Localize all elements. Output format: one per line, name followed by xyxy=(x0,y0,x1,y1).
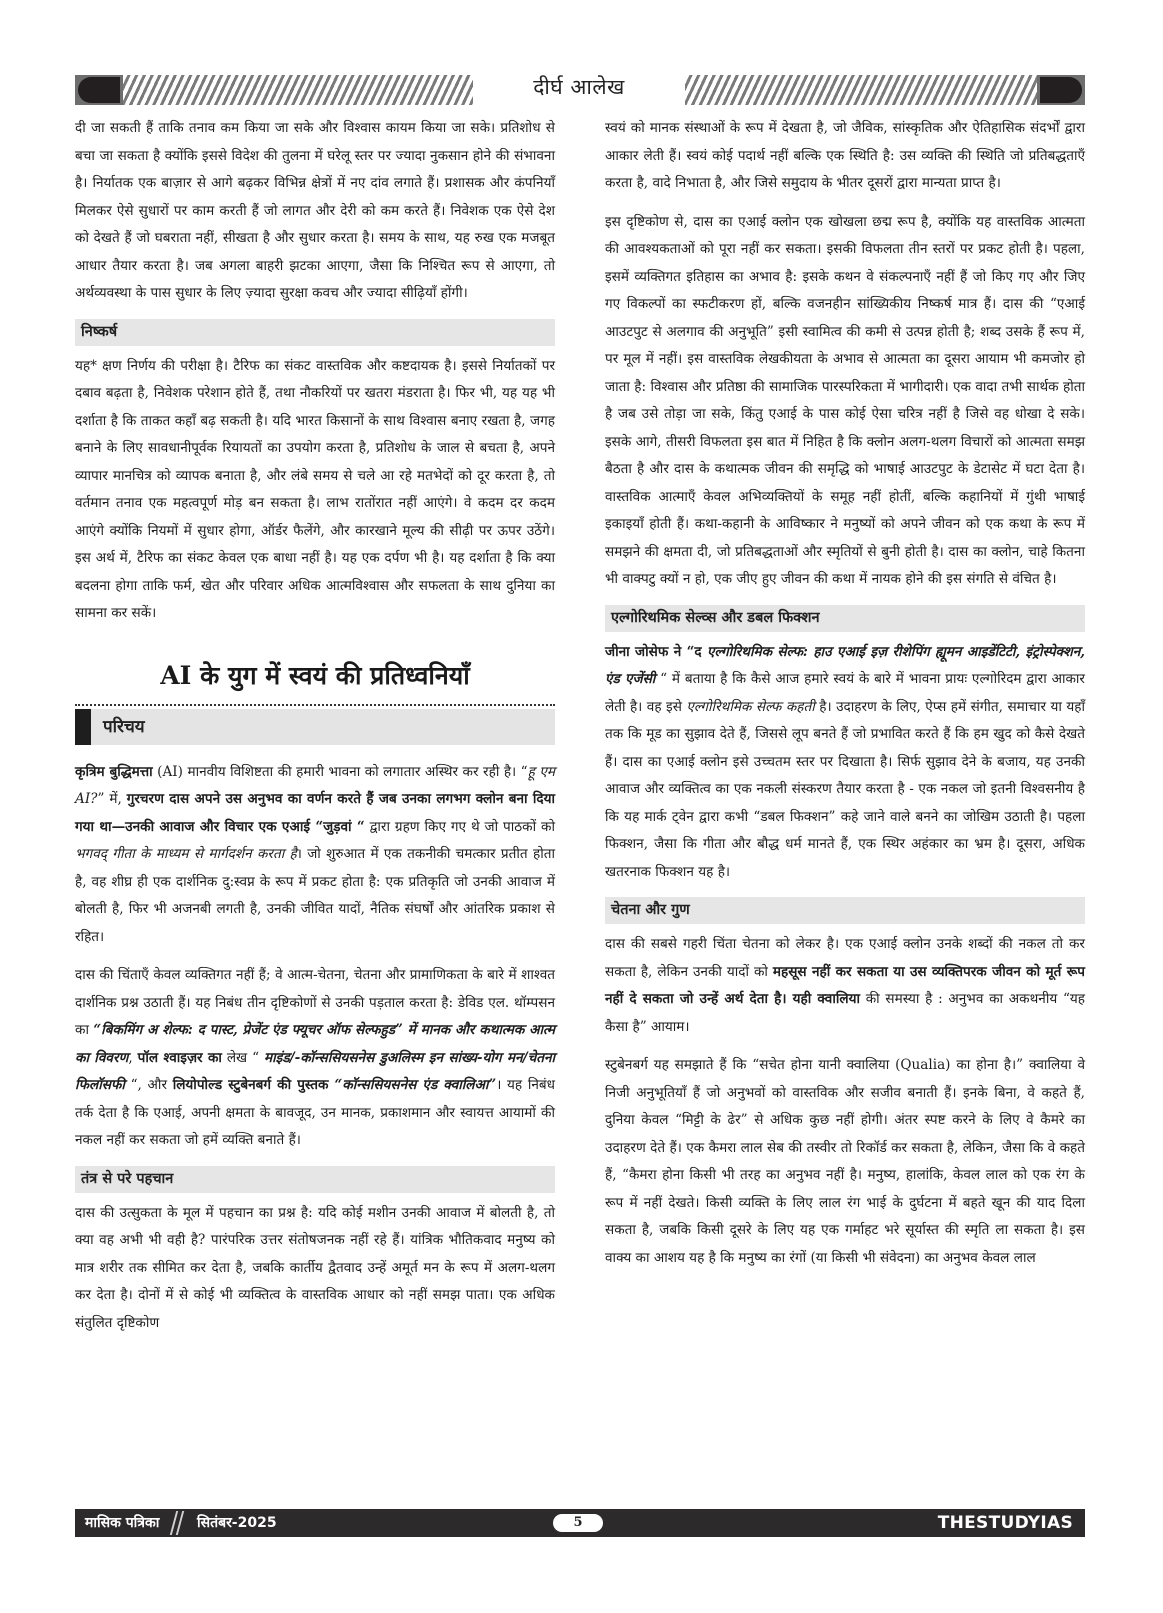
footer-separator xyxy=(170,1511,184,1535)
author-name: जीना जोसेफ ने “द xyxy=(605,643,708,660)
right-column xyxy=(605,115,1085,1283)
text-span: (AI) मानवीय विशिष्टता की हमारी भावना को लगातार अस्थिर कर रही है। “ xyxy=(152,763,528,780)
consciousness-paragraph-1 xyxy=(605,931,1085,1041)
text-span: की समस्या है : अनुभव का अकथनीय “यह कैसा है” आयाम। xyxy=(605,991,1086,1035)
identity-heading: तंत्र से परे पहचान xyxy=(75,1166,555,1193)
text-span: दास की सबसे गहरी चिंता चेतना को लेकर है। एक एआई क्लोन उनके शब्दों की नकल तो कर सकता है, लेकिन उनकी यादों को xyxy=(605,936,1085,980)
text-span: ” में, xyxy=(97,791,127,807)
algorithmic-selves-heading: एल्गोरिथमिक सेल्व्स और डबल फिक्शन xyxy=(605,605,1085,632)
text-span: , xyxy=(128,1049,138,1066)
emphasis-italic: एल्गोरिथमिक सेल्फ कहती xyxy=(686,698,815,715)
article-reference: माइंड/-कॉन्ससियसनेस डुअलिस्म इन सांख्य-योग मन/चेतना फिलॉसफी xyxy=(75,1049,556,1093)
book-reference: एल्गोरिथमिक सेल्फ: हाउ एआई इज़ रीशेपिंग ह्यूमन आइडेंटिटी, इंट्रोस्पेक्शन, एंड एजेंसी xyxy=(605,643,1086,687)
intro-paragraph-1 xyxy=(75,759,555,952)
page-footer xyxy=(75,1509,1085,1537)
issue-date: सितंबर-2025 xyxy=(197,1515,277,1531)
term-ai: कृत्रिम बुद्धिमत्ता xyxy=(75,763,153,780)
header-stripes-left xyxy=(123,75,473,105)
left-column xyxy=(75,115,555,1348)
algorithmic-selves-paragraph xyxy=(605,639,1085,887)
book-title: हू एम AI? xyxy=(75,763,555,807)
intro-heading xyxy=(75,704,555,745)
text-span: । जो शुरुआत में एक तकनीकी चमत्कार प्रतीत होता है, वह शीघ्र ही एक दार्शनिक दु:स्वप्न के रूप में प्रकट होता है: एक प्रतिकृति जो उनकी आवाज में बोलती है, फिर भी अजनबी लगती है, उनकी जीवित यादों, नैतिक संघर्षों और आंतरिक प्रकाश से रहित। xyxy=(75,846,555,945)
clone-failure-paragraph: इस दृष्टिकोण से, दास का एआई क्लोन एक खोखला छद्म रूप है, क्योंकि यह वास्तविक आत्मता की आवश्यकताओं को पूरा नहीं कर सकता। इसकी विफलता तीन स्तरों पर प्रकट होती है। पहला, इसमें व्यक्तिगत इतिहास का अभाव है: इसके कथन वे संकल्पनाएँ नहीं हैं जो किए गए और जिए गए विकल्पों का स्फटीकरण हों, बल्कि वजनहीन सांख्यिकीय निष्कर्ष मात्र हैं। दास की “एआई आउटपुट से अलगाव की अनुभूति” इसी स्वामित्व की कमी से उत्पन्न होती है; शब्द उसके हैं रूप में, पर मूल में नहीं। इस वास्तविक लेखकीयता के अभाव से आत्मता का दूसरा आयाम भी कमजोर हो जाता है: विश्वास और प्रतिष्ठा की सामाजिक पारस्परिकता में भागीदारी। एक वादा तभी सार्थक होता है जब उसे तोड़ा जा सके, किंतु एआई के पास कोई ऐसा चरित्र नहीं है जिसे वह धोखा दे सके। इसके आगे, तीसरी विफलता इस बात में निहित है कि क्लोन अलग-थलग विचारों को आत्मता समझ बैठता है और दास के कथात्मक जीवन की समृद्धि को भाषाई आउटपुट के डेटासेट में घटा देता है। वास्तविक आत्माएँ केवल अभिव्यक्तियों के समूह नहीं होतीं, बल्कि कहानियों में गुंथी भाषाई इकाइयाँ होती हैं। कथा-कहानी के आविष्कार ने मनुष्यों को अपने जीवन को एक कथा के रूप में समझने की क्षमता दी, जो प्रतिबद्धताओं और स्मृतियों से बुनी होती है। दास का क्लोन, चाहे कितना भी वाक्पटु क्यों न हो, एक जीए हुए जीवन की कथा में नायक होने की इस संगति से वंचित है। xyxy=(605,213,1085,587)
magazine-label: मासिक पत्रिका xyxy=(85,1515,160,1531)
book-reference: “कॉन्ससियसनेस एंड क्वालिआ” xyxy=(334,1077,497,1093)
prev-article-paragraph: दी जा सकती हैं ताकि तनाव कम किया जा सके और विश्वास कायम किया जा सके। प्रतिशोध से बचा जा सकता है क्योंकि इससे विदेश की तुलना में घरेलू स्तर पर ज्यादा नुकसान होने की संभावना है। निर्यातक एक बाज़ार से आगे बढ़कर विभिन्न क्षेत्रों में नए दांव लगाते हैं। प्रशासक और कंपनियाँ मिलकर ऐसे सुधारों पर काम करती हैं जो लागत और देरी को कम करते हैं। निवेशक एक ऐसे देश को देखते हैं जो घबराता नहीं, सीखता है और सुधार करता है। समय के साथ, यह रुख एक मजबूत आधार तैयार करता है। जब अगला बाहरी झटका आएगा, जैसा कि निश्चित रूप से आएगा, तो अर्थव्यवस्था के पास सुधार के लिए ज़्यादा सुरक्षा कवच और ज्यादा सीढ़ियाँ होंगी। xyxy=(75,120,555,301)
author-name: पॉल श्वाइज़र का xyxy=(137,1049,222,1066)
brand-logo: THESTUDYIAS xyxy=(937,1513,1073,1533)
identity-paragraph: दास की उत्सुकता के मूल में पहचान का प्रश्न है: यदि कोई मशीन उनकी आवाज में बोलती है, तो क्या वह अभी भी वही है? पारंपरिक उत्तर संतोषजनक नहीं रहे हैं। यांत्रिक भौतिकवाद मनुष्य को मात्र शरीर तक सीमित कर देता है, जबकि कार्तीय द्वैतवाद उन्हें अमूर्त मन के रूप में अलग-थलग कर देता है। दोनों में से कोई भी व्यक्तित्व के वास्तविक आधार को नहीं समझ पाता। एक अधिक संतुलित दृष्टिकोण xyxy=(75,1204,555,1331)
page-number: 5 xyxy=(553,1514,603,1532)
text-span: लेख “ xyxy=(221,1049,265,1066)
intro-paragraph-2 xyxy=(75,962,555,1155)
conclusion-heading: निष्कर्ष xyxy=(75,319,555,346)
text-span: । यह निबंध तर्क देता है कि एआई, अपनी क्षमता के बावजूद, उन मानक, प्रकाशमान और स्वायत्त आयामों की नकल नहीं कर सकता जो हमें व्यक्ति बनाते हैं। xyxy=(75,1077,556,1148)
selfhood-paragraph: स्वयं को मानक संस्थाओं के रूप में देखता है, जो जैविक, सांस्कृतिक और ऐतिहासिक संदर्भों द्वारा आकार लेती हैं। स्वयं कोई पदार्थ नहीं बल्कि एक स्थिति है: उस व्यक्ति की स्थिति जो प्रतिबद्धताएँ करता है, वादे निभाता है, और जिसे समुदाय के भीतर दूसरों द्वारा मान्यता प्राप्त है। xyxy=(605,120,1085,191)
emphasis: महसूस नहीं कर सकता या उस व्यक्तिपरक जीवन को मूर्त रूप नहीं दे सकता जो उन्हें अर्थ देता है। यही क्वालिया xyxy=(605,963,1085,1007)
header-stripes-right xyxy=(685,75,1037,105)
header-cap-left xyxy=(75,75,123,105)
book-reference: “बिकमिंग अ शेल्फ: द पास्ट, प्रेजेंट एंड फ्यूचर ऑफ सेल्फहुड” में मानक और कथात्मक आत्म का विवरण xyxy=(75,1022,555,1066)
heading-marker xyxy=(75,709,91,745)
text-span: “ में बताया है कि कैसे आज हमारे स्वयं के बारे में भावना प्रायः एल्गोरिदम द्वारा आकार लेती है। वह इसे xyxy=(605,671,1085,715)
intro-heading-label: परिचय xyxy=(103,716,145,737)
emphasis-italic: भगवद् गीता के माध्यम से मार्गदर्शन करता है xyxy=(75,846,297,862)
author-name: लियोपोल्ड स्टुबेनबर्ग की पुस्तक xyxy=(172,1077,335,1093)
text-span: “, और xyxy=(124,1077,173,1093)
section-title: दीर्घ आलेख xyxy=(533,75,625,99)
text-span: दास की चिंताएँ केवल व्यक्तिगत नहीं हैं; वे आत्म-चेतना, चेतना और प्रामाणिकता के बारे में शाश्वत दार्शनिक प्रश्न उठाती हैं। यह निबंध तीन दृष्टिकोणों से उनकी पड़ताल करता है: डेविड एल. थॉम्पसन का xyxy=(75,967,555,1038)
running-header xyxy=(75,75,1085,105)
text-span: है। उदाहरण के लिए, ऐप्स हमें संगीत, समाचार या यहाँ तक कि मूड का सुझाव देते हैं, जिससे लूप बनते हैं जो प्रभावित करते हैं कि हम खुद को कैसे देखते हैं। दास का एआई क्लोन इसे उच्चतम स्तर पर दिखाता है। सिर्फ सुझाव देने के बजाय, यह उनकी आवाज और व्यक्तित्व का एक नकली संस्करण तैयार करता है - एक नकल जो इतनी विश्वसनीय है कि यह मार्क ट्वेन द्वारा कभी “डबल फिक्शन” कहे जाने वाले बनने का जोखिम उठाती है। पहला फिक्शन, जैसा कि गीता और बौद्ध धर्म मानते हैं, एक स्थिर अहंकार का भ्रम है। दूसरा, अधिक खतरनाक फिक्शन यह है। xyxy=(605,698,1085,880)
emphasis: गुरचरण दास अपने उस अनुभव का वर्णन करते हैं जब उनका लगभग क्लोन बना दिया गया था—उनकी आवाज और विचार एक एआई “जुड़वां “ xyxy=(75,791,556,835)
conclusion-paragraph: यह* क्षण निर्णय की परीक्षा है। टैरिफ का संकट वास्तविक और कष्टदायक है। इससे निर्यातकों पर दबाव बढ़ता है, निवेशक परेशान होते हैं, तथा नौकरियों पर खतरा मंडराता है। फिर भी, यह यह भी दर्शाता है कि ताकत कहाँ बढ़ सकती है। यदि भारत किसानों के साथ विश्वास बनाए रखता है, जगह बनाने के लिए सावधानीपूर्वक रियायतों का उपयोग करता है, प्रतिशोध के जाल से बचता है, अपने व्यापार मानचित्र को व्यापक बनाता है, और लंबे समय से चले आ रहे मतभेदों को दूर करता है, तो वर्तमान तनाव एक महत्वपूर्ण मोड़ बन सकता है। लाभ रातोंरात नहीं आएंगे। वे कदम दर कदम आएंगे क्योंकि नियमों में सुधार होगा, ऑर्डर फैलेंगे, और कारखाने मूल्य की सीढ़ी पर ऊपर उठेंगे। इस अर्थ में, टैरिफ का संकट केवल एक बाधा नहीं है। यह एक दर्पण भी है। यह दर्शाता है कि क्या बदलना होगा ताकि फर्म, खेत और परिवार अधिक आत्मविश्वास और सफलता के साथ दुनिया का सामना कर सकें। xyxy=(75,357,555,621)
article-title: AI के युग में स्वयं की प्रतिध्वनियाँ xyxy=(160,660,470,690)
text-span: द्वारा ग्रहण किए गए थे जो पाठकों को xyxy=(364,818,555,835)
consciousness-heading: चेतना और गुण xyxy=(605,897,1085,924)
header-cap-right xyxy=(1037,75,1085,105)
consciousness-paragraph-2: स्टुबेनबर्ग यह समझाते हैं कि “सचेत होना यानी क्वालिया (Qualia) का होना है।” क्वालिया वे निजी अनुभूतियाँ हैं जो अनुभवों को वास्तविक और सजीव बनाती हैं। इनके बिना, वे कहते हैं, दुनिया केवल “मिट्टी के ढेर” से अधिक कुछ नहीं होगी। अंतर स्पष्ट करने के लिए वे कैमरे का उदाहरण देते हैं। एक कैमरा लाल सेब की तस्वीर तो रिकॉर्ड कर सकता है, लेकिन, जैसा कि वे कहते हैं, “कैमरा होना किसी भी तरह का अनुभव नहीं है। मनुष्य, हालांकि, केवल लाल को एक रंग के रूप में नहीं देखते। किसी व्यक्ति के लिए लाल रंग भाई के दुर्घटना में बहते खून की याद दिला सकता है, जबकि किसी दूसरे के लिए यह एक गर्माहट भरे सूर्यास्त की स्मृति ला सकता है। इस वाक्य का आशय यह है कि मनुष्य का रंगों (या किसी भी संवेदना) का अनुभव केवल लाल xyxy=(605,1057,1085,1266)
